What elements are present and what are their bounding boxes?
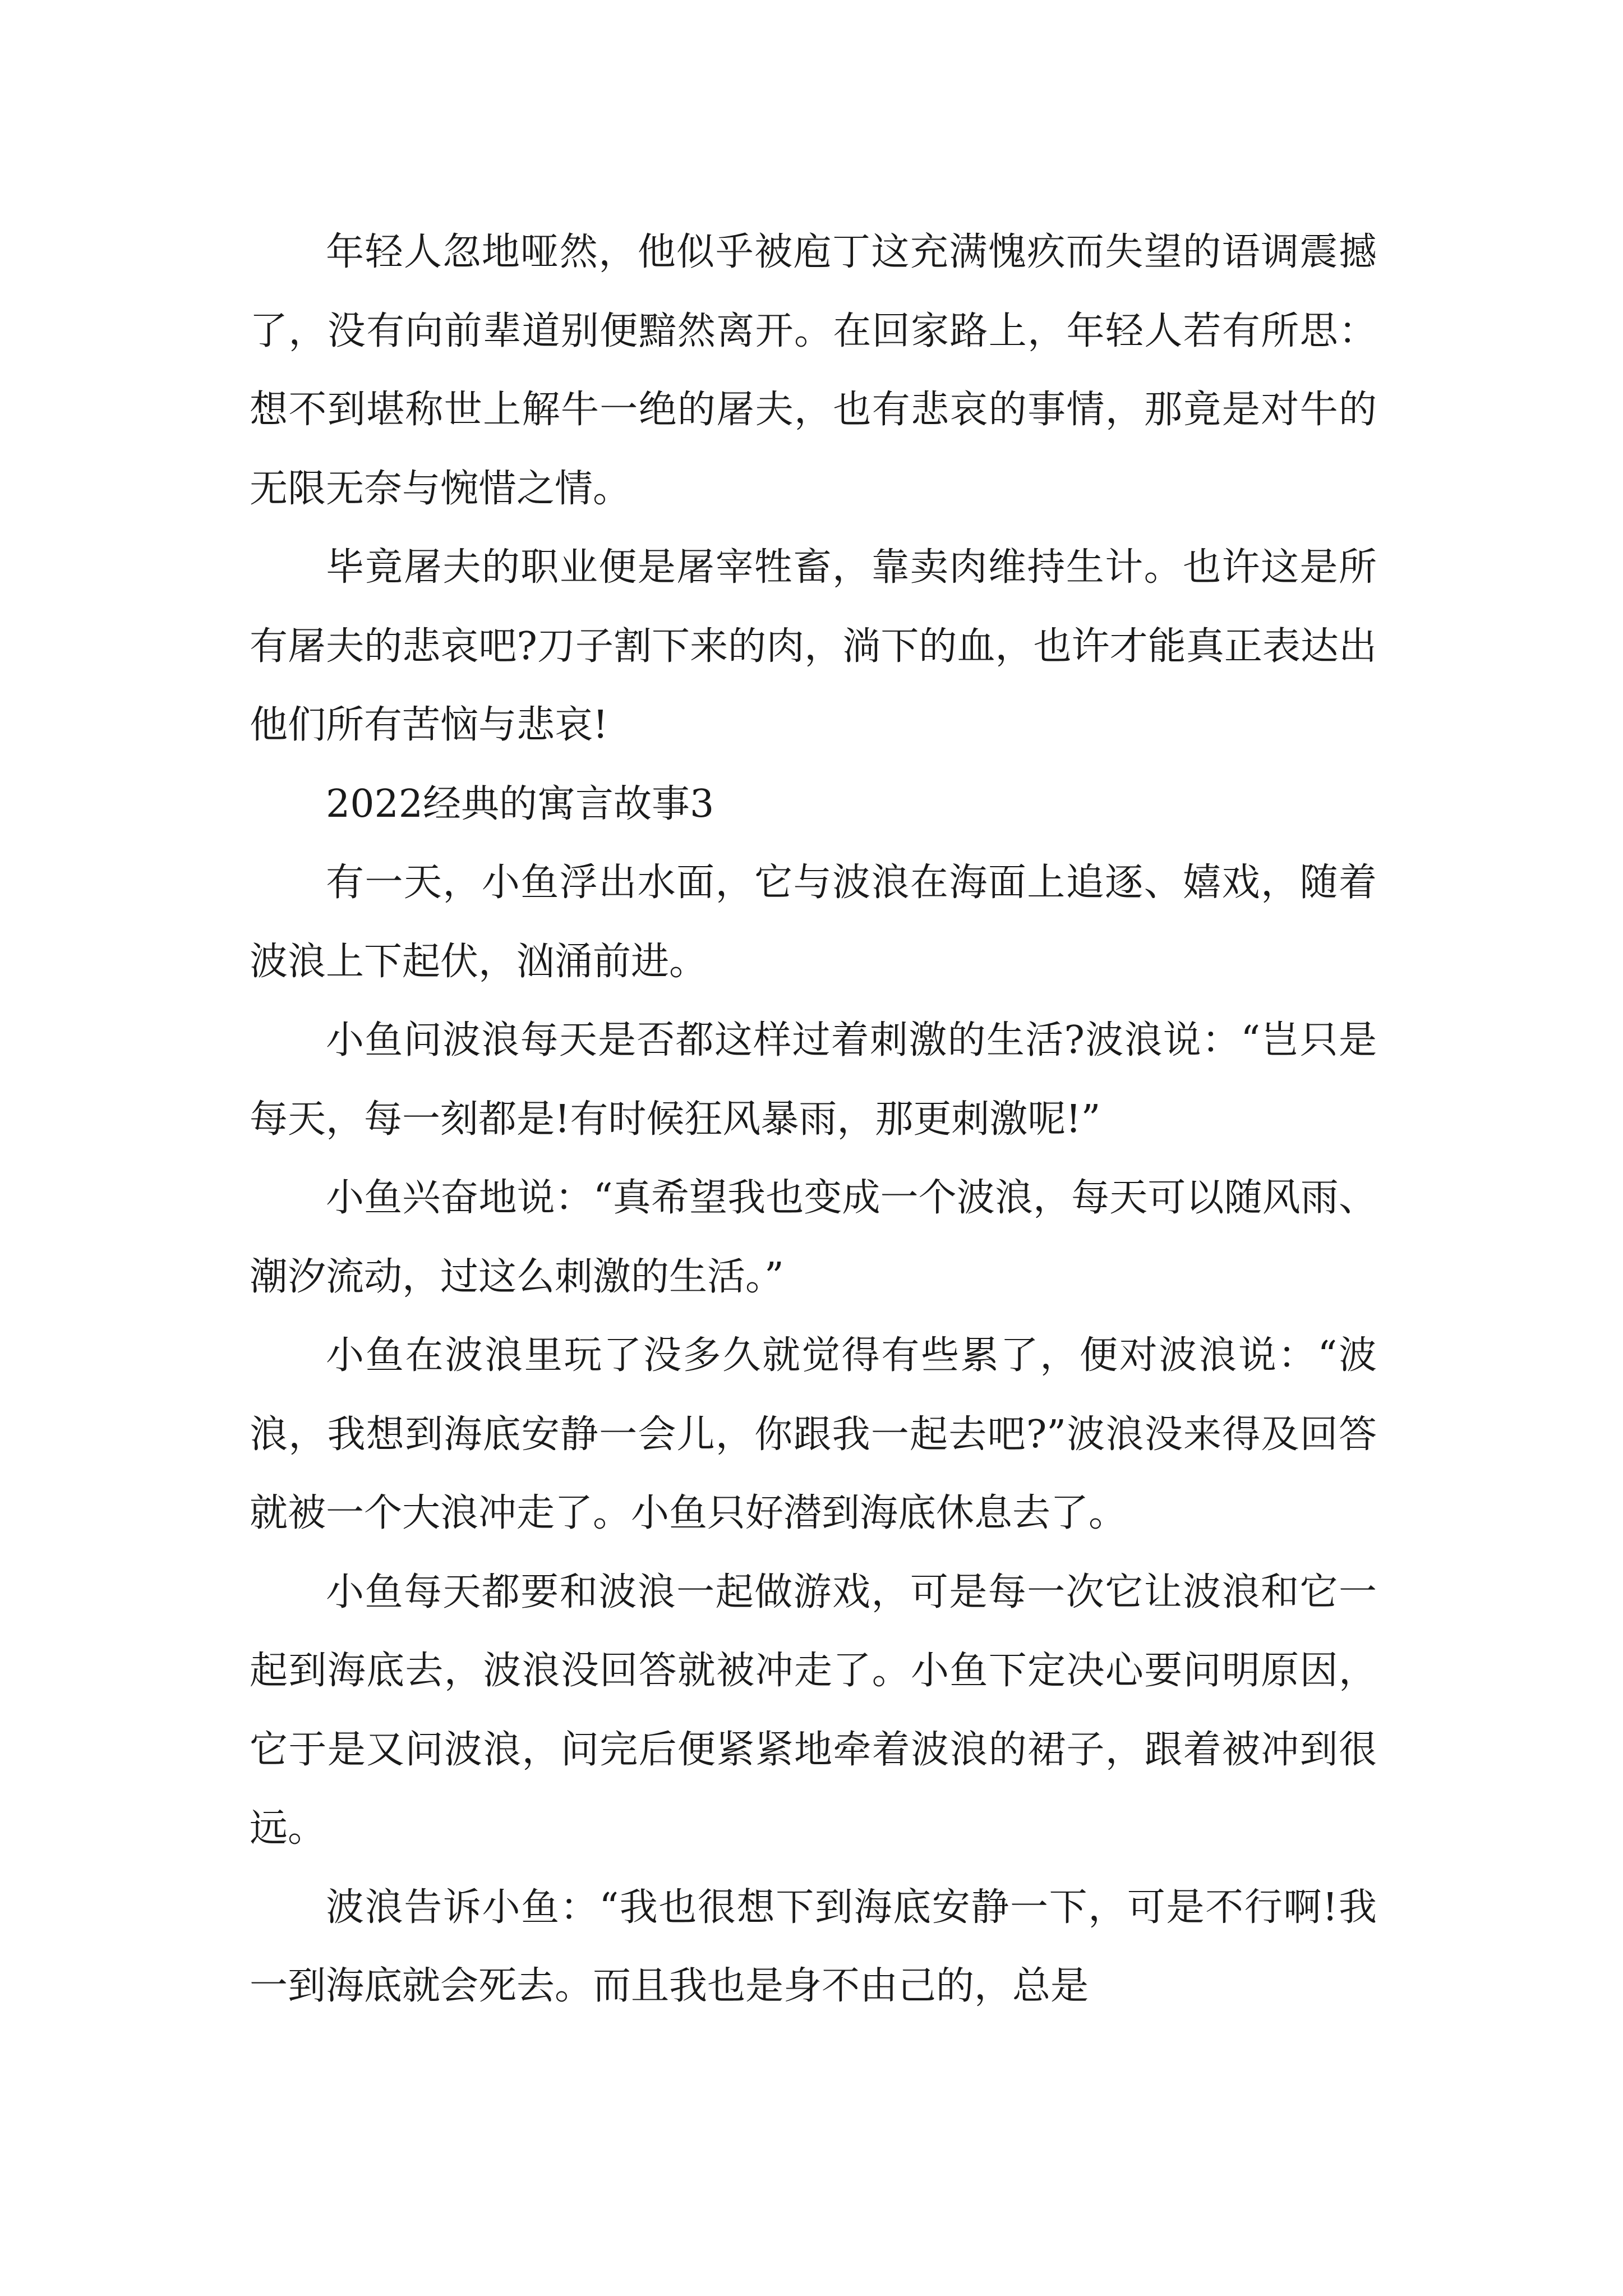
paragraph: 小鱼兴奋地说：“真希望我也变成一个波浪，每天可以随风雨、潮汐流动，过这么刺激的生活。” bbox=[250, 1176, 1377, 1299]
paragraph: 波浪告诉小鱼：“我也很想下到海底安静一下，可是不行啊!我一到海底就会死去。而且我也是身不由己的，总是 bbox=[250, 1885, 1377, 2008]
paragraph: 小鱼问波浪每天是否都这样过着刺激的生活?波浪说：“岂只是每天，每一刻都是!有时候狂风暴雨，那更刺激呢!” bbox=[250, 1018, 1377, 1142]
document-body bbox=[250, 213, 1377, 2026]
paragraph: 毕竟屠夫的职业便是屠宰牲畜，靠卖肉维持生计。也许这是所有屠夫的悲哀吧?刀子割下来的肉，淌下的血，也许才能真正表达出他们所有苦恼与悲哀! bbox=[250, 545, 1377, 747]
paragraph: 小鱼在波浪里玩了没多久就觉得有些累了，便对波浪说：“波浪，我想到海底安静一会儿，你跟我一起去吧?”波浪没来得及回答就被一个大浪冲走了。小鱼只好潜到海底休息去了。 bbox=[250, 1333, 1377, 1535]
paragraph: 小鱼每天都要和波浪一起做游戏，可是每一次它让波浪和它一起到海底去，波浪没回答就被冲走了。小鱼下定决心要问明原因，它于是又问波浪，问完后便紧紧地牵着波浪的裙子，跟着被冲到很远。 bbox=[250, 1570, 1377, 1851]
paragraph: 有一天，小鱼浮出水面，它与波浪在海面上追逐、嬉戏，随着波浪上下起伏，汹涌前进。 bbox=[250, 861, 1377, 984]
section-heading: 2022经典的寓言故事3 bbox=[326, 781, 714, 826]
paragraph: 年轻人忽地哑然，他似乎被庖丁这充满愧疚而失望的语调震撼了，没有向前辈道别便黯然离开。在回家路上，年轻人若有所思：想不到堪称世上解牛一绝的屠夫，也有悲哀的事情，那竟是对牛的无限无奈与惋惜之情。 bbox=[250, 230, 1377, 511]
